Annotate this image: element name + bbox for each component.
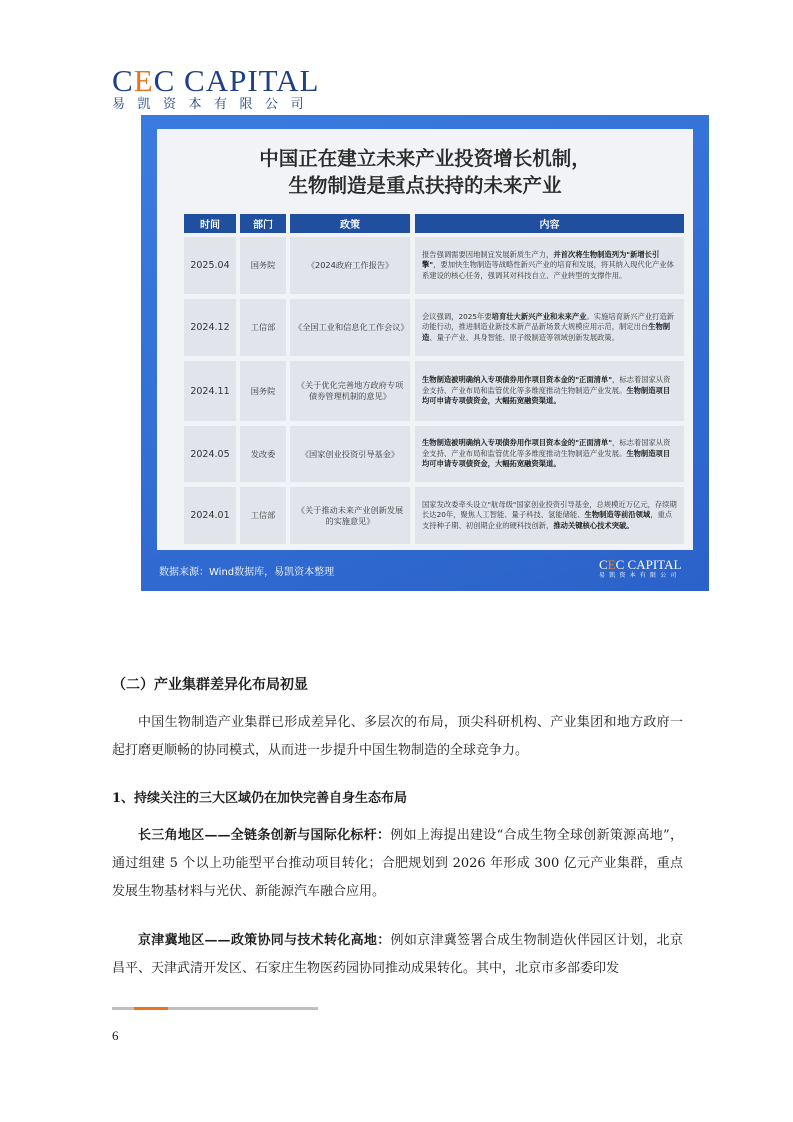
row-content: 报告强调需要因地制宜发展新质生产力，并首次将生物制造列为"新增长引擎"，要加快生物制造等战略性新兴产业的培育和发展，将其纳入现代化产业体系建设的核心任务，强调其对科技自立、产业转型的支撑作用。 bbox=[415, 237, 684, 294]
paragraph-lead: 长三角地区——全链条创新与国际化标杆： bbox=[138, 828, 391, 843]
sub-heading: 1、持续关注的三大区域仍在加快完善自身生态布局 bbox=[112, 791, 408, 806]
paragraph-lead: 京津冀地区——政策协同与技术转化高地： bbox=[138, 933, 391, 948]
logo-wordmark: CEC CAPITAL bbox=[112, 63, 320, 98]
row-date: 2024.05 bbox=[184, 426, 236, 482]
footnote-rule bbox=[112, 1007, 318, 1010]
section-heading: （二）产业集群差异化布局初显 bbox=[112, 677, 308, 693]
company-logo bbox=[112, 63, 320, 114]
row-content: 国家发改委牵头设立"航母级"国家创业投资引导基金，总规模近万亿元，存续期长达20年，聚焦人工智能、量子科技、氢能储能、生物制造等前沿领域，重点支持种子期、初创期企业的硬科技创新，推动关键核心技术突破。 bbox=[415, 487, 684, 544]
page-number: 6 bbox=[112, 1028, 119, 1043]
data-source: 数据来源：Wind数据库，易凯资本整理 bbox=[159, 567, 335, 578]
policy-infographic bbox=[141, 115, 709, 591]
row-policy: 《全国工业和信息化工作会议》 bbox=[290, 299, 410, 356]
infographic-logo: CEC CAPITAL 易凯资本有限公司 bbox=[599, 557, 682, 579]
infographic-panel bbox=[157, 129, 693, 550]
paragraph-jingjinji: 京津冀地区——政策协同与技术转化高地：例如京津冀签署合成生物制造伙伴园区计划，北京昌平、天津武清开发区、石家庄生物医药园协同推动成果转化。其中，北京市多部委印发 bbox=[112, 933, 683, 976]
row-date: 2024.11 bbox=[184, 361, 236, 421]
header-policy: 政策 bbox=[290, 214, 410, 233]
logo-subtitle: 易凯资本有限公司 bbox=[112, 97, 317, 112]
row-date: 2024.12 bbox=[184, 299, 236, 356]
row-department: 国务院 bbox=[240, 361, 286, 421]
row-policy: 《关于优化完善地方政府专项债券管理机制的意见》 bbox=[290, 361, 410, 421]
infographic-title: 中国正在建立未来产业投资增长机制， 生物制造是重点扶持的未来产业 bbox=[259, 147, 591, 197]
infographic-footer bbox=[141, 550, 709, 591]
row-content: 生物制造被明确纳入专项债券用作项目资本金的"正面清单"，标志着国家从资金支持、产业布局和监管优化等多维度推动生物制造产业发展。生物制造项目均可申请专项债资金，大幅拓宽融资渠道。 bbox=[415, 426, 684, 482]
row-department: 工信部 bbox=[240, 299, 286, 356]
header-department: 部门 bbox=[240, 214, 286, 233]
row-content: 会议强调，2025年要培育壮大新兴产业和未来产业。实施培育新兴产业打造新动能行动，推进制造业新技术新产品新场景大规模应用示范，制定出台生物制造、量子产业、具身智能、原子级制造等领域创新发展政策。 bbox=[415, 299, 684, 356]
row-date: 2025.04 bbox=[184, 237, 236, 294]
paragraph-yangtze-delta: 长三角地区——全链条创新与国际化标杆：例如上海提出建设“合成生物全球创新策源高地”，通过组建 5 个以上功能型平台推动项目转化；合肥规划到 2026 年形成 300 亿元产业集群，重点发展生物基材料与光伏、新能源汽车融合应用。 bbox=[112, 828, 683, 899]
row-content: 生物制造被明确纳入专项债券用作项目资本金的"正面清单"，标志着国家从资金支持、产业布局和监管优化等多维度推动生物制造产业发展。生物制造项目均可申请专项债资金，大幅拓宽融资渠道。 bbox=[415, 361, 684, 421]
row-department: 发改委 bbox=[240, 426, 286, 482]
row-department: 工信部 bbox=[240, 487, 286, 544]
row-date: 2024.01 bbox=[184, 487, 236, 544]
header-content: 内容 bbox=[415, 214, 684, 233]
row-policy: 《关于推动未来产业创新发展的实施意见》 bbox=[290, 487, 410, 544]
row-policy: 《2024政府工作报告》 bbox=[290, 237, 410, 294]
row-policy: 《国家创业投资引导基金》 bbox=[290, 426, 410, 482]
row-department: 国务院 bbox=[240, 237, 286, 294]
header-time: 时间 bbox=[184, 214, 236, 233]
paragraph-intro: 中国生物制造产业集群已形成差异化、多层次的布局，顶尖科研机构、产业集团和地方政府一起打磨更顺畅的协同模式，从而进一步提升中国生物制造的全球竞争力。 bbox=[112, 715, 683, 758]
